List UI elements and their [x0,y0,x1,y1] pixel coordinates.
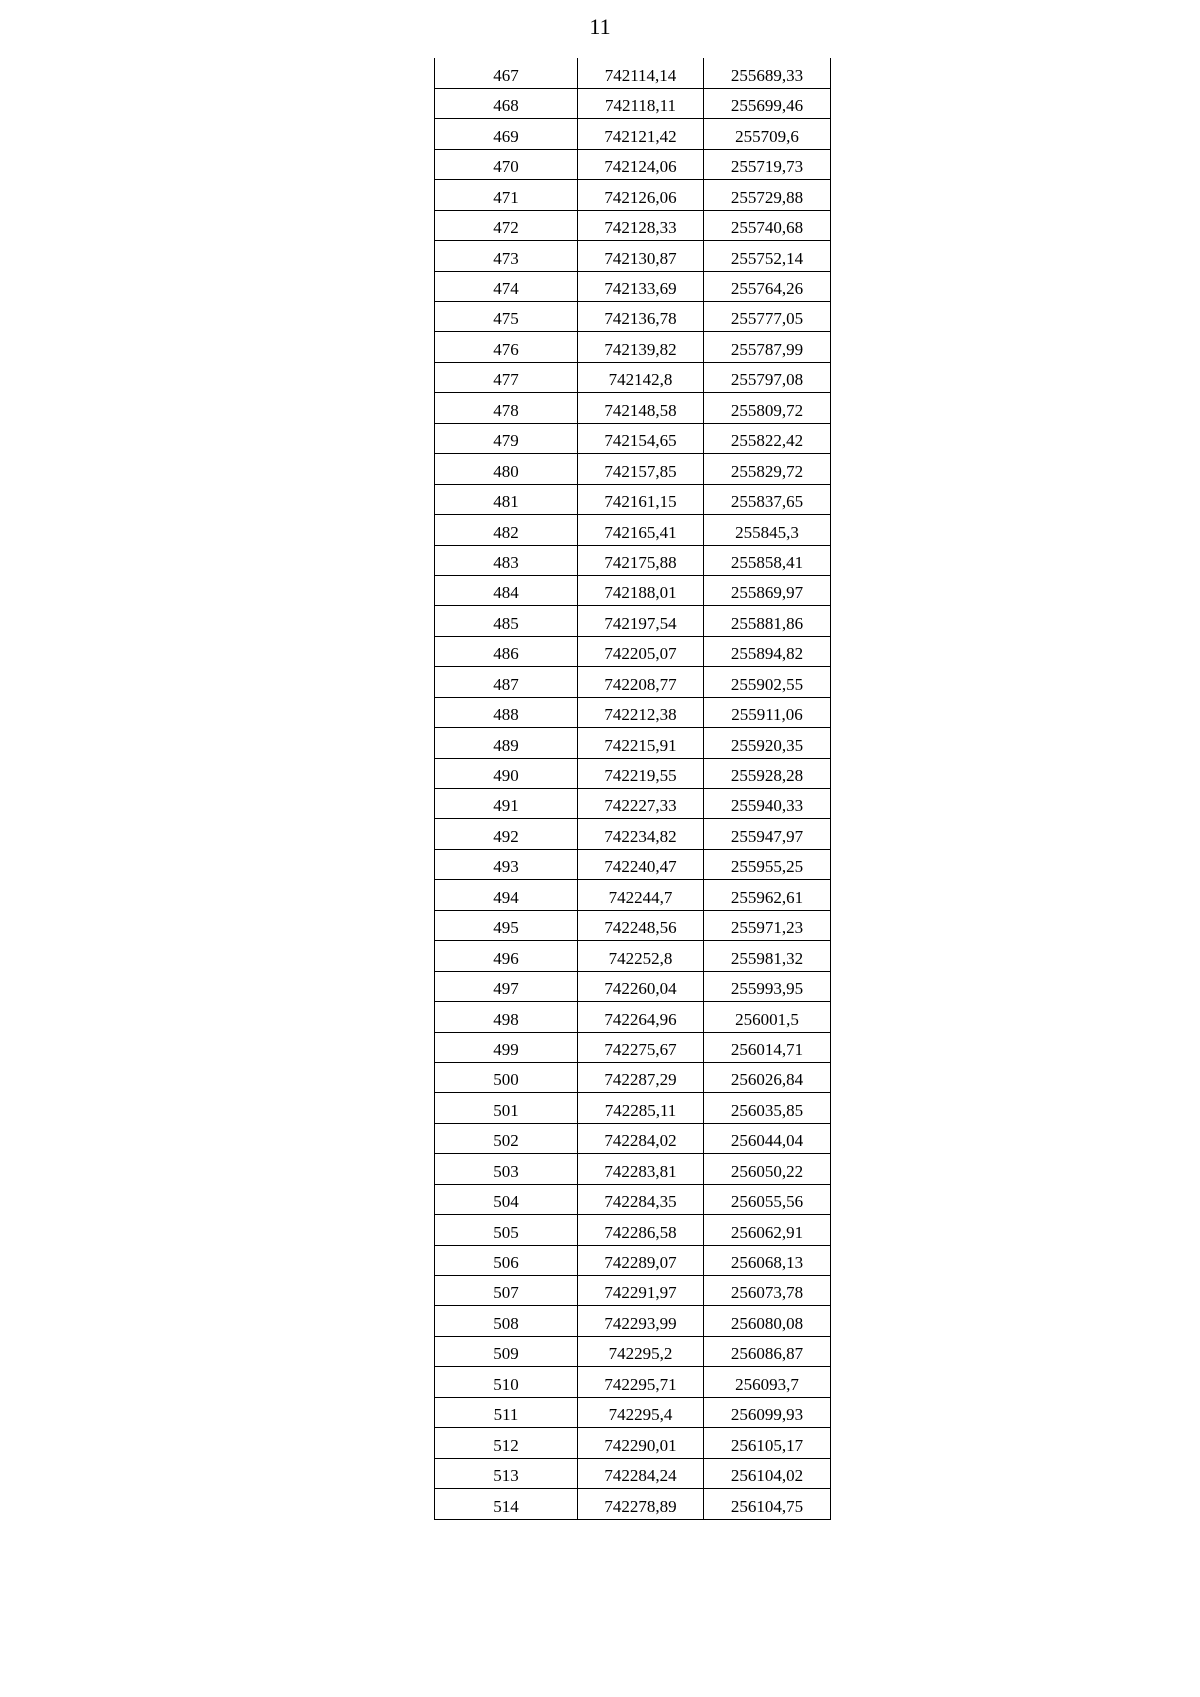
y-coordinate-cell: 255928,28 [704,758,831,788]
y-coordinate-cell: 255719,73 [704,149,831,179]
x-coordinate-cell: 742295,4 [578,1397,704,1427]
y-coordinate-cell: 256014,71 [704,1032,831,1062]
y-coordinate-cell: 255729,88 [704,180,831,210]
x-coordinate-cell: 742148,58 [578,393,704,423]
point-number-cell: 509 [435,1336,578,1366]
point-number-cell: 510 [435,1367,578,1397]
table-row [435,728,831,758]
table-row [435,1062,831,1092]
table-row [435,302,831,332]
point-number-cell: 476 [435,332,578,362]
point-number-cell: 504 [435,1184,578,1214]
y-coordinate-cell: 255962,61 [704,880,831,910]
table-row [435,484,831,514]
point-number-cell: 512 [435,1428,578,1458]
point-number-cell: 503 [435,1154,578,1184]
table-row [435,575,831,605]
x-coordinate-cell: 742284,02 [578,1123,704,1153]
table-row [435,971,831,1001]
y-coordinate-cell: 255993,95 [704,971,831,1001]
x-coordinate-cell: 742205,07 [578,636,704,666]
table-row [435,1336,831,1366]
table-row [435,271,831,301]
x-coordinate-cell: 742285,11 [578,1093,704,1123]
table-row [435,119,831,149]
y-coordinate-cell: 255777,05 [704,302,831,332]
x-coordinate-cell: 742234,82 [578,819,704,849]
table-row [435,1276,831,1306]
x-coordinate-cell: 742126,06 [578,180,704,210]
y-coordinate-cell: 256068,13 [704,1245,831,1275]
y-coordinate-cell: 255902,55 [704,667,831,697]
y-coordinate-cell: 256050,22 [704,1154,831,1184]
y-coordinate-cell: 255740,68 [704,210,831,240]
x-coordinate-cell: 742133,69 [578,271,704,301]
y-coordinate-cell: 255894,82 [704,636,831,666]
table-row [435,636,831,666]
x-coordinate-cell: 742165,41 [578,515,704,545]
point-number-cell: 505 [435,1215,578,1245]
point-number-cell: 513 [435,1458,578,1488]
y-coordinate-cell: 256055,56 [704,1184,831,1214]
y-coordinate-cell: 255822,42 [704,423,831,453]
point-number-cell: 497 [435,971,578,1001]
x-coordinate-cell: 742130,87 [578,241,704,271]
x-coordinate-cell: 742295,71 [578,1367,704,1397]
y-coordinate-cell: 255920,35 [704,728,831,758]
x-coordinate-cell: 742289,07 [578,1245,704,1275]
point-number-cell: 496 [435,941,578,971]
point-number-cell: 471 [435,180,578,210]
table-row [435,58,831,88]
point-number-cell: 489 [435,728,578,758]
point-number-cell: 501 [435,1093,578,1123]
y-coordinate-cell: 256062,91 [704,1215,831,1245]
point-number-cell: 472 [435,210,578,240]
y-coordinate-cell: 255955,25 [704,849,831,879]
y-coordinate-cell: 256001,5 [704,1002,831,1032]
y-coordinate-cell: 256026,84 [704,1062,831,1092]
y-coordinate-cell: 256035,85 [704,1093,831,1123]
point-number-cell: 486 [435,636,578,666]
table-row [435,1489,831,1519]
x-coordinate-cell: 742219,55 [578,758,704,788]
table-row [435,1428,831,1458]
x-coordinate-cell: 742197,54 [578,606,704,636]
x-coordinate-cell: 742212,38 [578,697,704,727]
x-coordinate-cell: 742260,04 [578,971,704,1001]
table-row [435,819,831,849]
x-coordinate-cell: 742275,67 [578,1032,704,1062]
x-coordinate-cell: 742284,24 [578,1458,704,1488]
y-coordinate-cell: 255858,41 [704,545,831,575]
x-coordinate-cell: 742283,81 [578,1154,704,1184]
y-coordinate-cell: 255699,46 [704,88,831,118]
x-coordinate-cell: 742128,33 [578,210,704,240]
y-coordinate-cell: 255829,72 [704,454,831,484]
y-coordinate-cell: 255947,97 [704,819,831,849]
x-coordinate-cell: 742227,33 [578,789,704,819]
point-number-cell: 495 [435,910,578,940]
table-row [435,241,831,271]
point-number-cell: 502 [435,1123,578,1153]
x-coordinate-cell: 742142,8 [578,362,704,392]
point-number-cell: 482 [435,515,578,545]
x-coordinate-cell: 742124,06 [578,149,704,179]
table-row [435,393,831,423]
x-coordinate-cell: 742114,14 [578,58,704,88]
point-number-cell: 499 [435,1032,578,1062]
point-number-cell: 492 [435,819,578,849]
point-number-cell: 474 [435,271,578,301]
point-number-cell: 485 [435,606,578,636]
table-row [435,1002,831,1032]
y-coordinate-cell: 255764,26 [704,271,831,301]
x-coordinate-cell: 742284,35 [578,1184,704,1214]
point-number-cell: 467 [435,58,578,88]
table-row [435,1184,831,1214]
x-coordinate-cell: 742188,01 [578,575,704,605]
x-coordinate-cell: 742157,85 [578,454,704,484]
table-row [435,758,831,788]
x-coordinate-cell: 742161,15 [578,484,704,514]
y-coordinate-cell: 255911,06 [704,697,831,727]
table-row [435,910,831,940]
point-number-cell: 478 [435,393,578,423]
x-coordinate-cell: 742118,11 [578,88,704,118]
y-coordinate-cell: 256093,7 [704,1367,831,1397]
x-coordinate-cell: 742244,7 [578,880,704,910]
table-row [435,697,831,727]
point-number-cell: 508 [435,1306,578,1336]
point-number-cell: 493 [435,849,578,879]
table-row [435,180,831,210]
x-coordinate-cell: 742121,42 [578,119,704,149]
table-row [435,1093,831,1123]
table-row [435,423,831,453]
point-number-cell: 468 [435,88,578,118]
y-coordinate-cell: 256104,75 [704,1489,831,1519]
y-coordinate-cell: 256104,02 [704,1458,831,1488]
point-number-cell: 500 [435,1062,578,1092]
point-number-cell: 490 [435,758,578,788]
point-number-cell: 475 [435,302,578,332]
y-coordinate-cell: 255752,14 [704,241,831,271]
point-number-cell: 488 [435,697,578,727]
table-row [435,880,831,910]
x-coordinate-cell: 742136,78 [578,302,704,332]
table-row [435,362,831,392]
point-number-cell: 491 [435,789,578,819]
y-coordinate-cell: 256044,04 [704,1123,831,1153]
y-coordinate-cell: 255881,86 [704,606,831,636]
point-number-cell: 480 [435,454,578,484]
point-number-cell: 484 [435,575,578,605]
y-coordinate-cell: 256073,78 [704,1276,831,1306]
table-row [435,1123,831,1153]
table-row [435,210,831,240]
point-number-cell: 470 [435,149,578,179]
table-row [435,1367,831,1397]
point-number-cell: 487 [435,667,578,697]
table-row [435,545,831,575]
y-coordinate-cell: 256099,93 [704,1397,831,1427]
x-coordinate-cell: 742175,88 [578,545,704,575]
table-row [435,454,831,484]
point-number-cell: 511 [435,1397,578,1427]
y-coordinate-cell: 255981,32 [704,941,831,971]
table-row [435,1154,831,1184]
y-coordinate-cell: 255845,3 [704,515,831,545]
y-coordinate-cell: 255787,99 [704,332,831,362]
y-coordinate-cell: 255809,72 [704,393,831,423]
y-coordinate-cell: 255709,6 [704,119,831,149]
y-coordinate-cell: 255971,23 [704,910,831,940]
y-coordinate-cell: 256086,87 [704,1336,831,1366]
table-row [435,1032,831,1062]
table-row [435,1215,831,1245]
x-coordinate-cell: 742215,91 [578,728,704,758]
point-number-cell: 473 [435,241,578,271]
table-row [435,149,831,179]
point-number-cell: 469 [435,119,578,149]
point-number-cell: 477 [435,362,578,392]
x-coordinate-cell: 742286,58 [578,1215,704,1245]
table-row [435,606,831,636]
point-number-cell: 507 [435,1276,578,1306]
x-coordinate-cell: 742287,29 [578,1062,704,1092]
table-row [435,941,831,971]
point-number-cell: 514 [435,1489,578,1519]
table-row [435,1458,831,1488]
x-coordinate-cell: 742154,65 [578,423,704,453]
y-coordinate-cell: 255837,65 [704,484,831,514]
point-number-cell: 481 [435,484,578,514]
x-coordinate-cell: 742264,96 [578,1002,704,1032]
x-coordinate-cell: 742252,8 [578,941,704,971]
table-row [435,1397,831,1427]
x-coordinate-cell: 742295,2 [578,1336,704,1366]
x-coordinate-cell: 742278,89 [578,1489,704,1519]
x-coordinate-cell: 742290,01 [578,1428,704,1458]
y-coordinate-cell: 255797,08 [704,362,831,392]
x-coordinate-cell: 742208,77 [578,667,704,697]
x-coordinate-cell: 742248,56 [578,910,704,940]
coordinates-table [434,58,831,1520]
x-coordinate-cell: 742240,47 [578,849,704,879]
table-row [435,1306,831,1336]
table-row [435,88,831,118]
y-coordinate-cell: 255940,33 [704,789,831,819]
x-coordinate-cell: 742139,82 [578,332,704,362]
x-coordinate-cell: 742291,97 [578,1276,704,1306]
table-row [435,849,831,879]
table-row [435,332,831,362]
table-row [435,667,831,697]
page-number: 11 [589,14,611,39]
table-row [435,515,831,545]
x-coordinate-cell: 742293,99 [578,1306,704,1336]
point-number-cell: 506 [435,1245,578,1275]
point-number-cell: 498 [435,1002,578,1032]
table-row [435,1245,831,1275]
point-number-cell: 479 [435,423,578,453]
point-number-cell: 483 [435,545,578,575]
point-number-cell: 494 [435,880,578,910]
y-coordinate-cell: 256105,17 [704,1428,831,1458]
y-coordinate-cell: 255689,33 [704,58,831,88]
y-coordinate-cell: 256080,08 [704,1306,831,1336]
y-coordinate-cell: 255869,97 [704,575,831,605]
table-row [435,789,831,819]
coordinates-table-body [435,58,831,1519]
